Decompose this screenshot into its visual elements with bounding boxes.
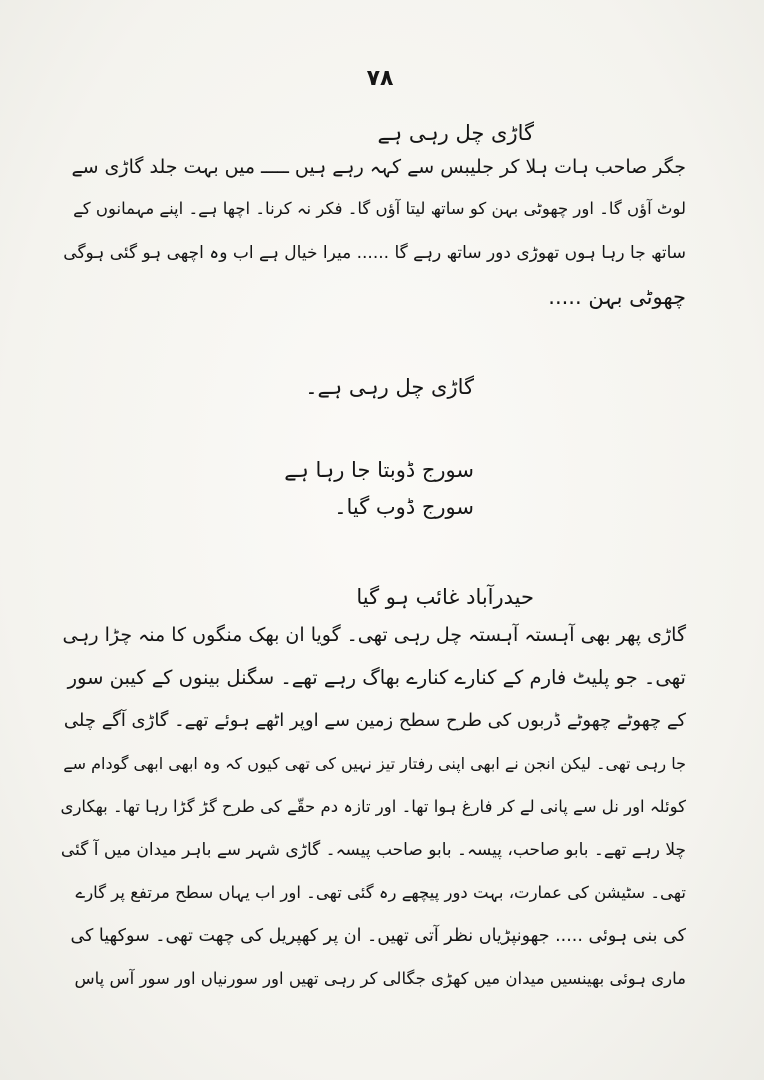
paragraph-line: ساتھ جا رہا ہوں تھوڑی دور ساتھ رہے گا ...... میرا خیال ہے اب وہ اچھی ہو گئی ہوگی [63,243,686,263]
paragraph-line: ماری ہوئی بھینسیں میدان میں کھڑی جگالی کر رہی تھیں اور سورنیاں اور سور آس پاس [74,969,686,988]
paragraph-line: جا رہی تھی۔ لیکن انجن نے ابھی اپنی رفتار تیز نہیں کی تھی کیوں کہ وہ ابھی ابھی گودام سے [63,754,686,773]
paragraph-line: لوٹ آؤں گا۔ اور چھوٹی بہن کو ساتھ لیتا آؤں گا۔ فکر نہ کرنا۔ اچھا ہے۔ اپنے مہمانوں کے [73,199,686,218]
train-moving-line: گاڑی چل رہی ہے۔ [305,375,474,399]
paragraph-line: گاڑی پھر بھی آہستہ آہستہ چل رہی تھی۔ گویا ان بھک منگوں کا منہ چڑا رہی [62,624,686,646]
section-heading-hyderabad: حیدرآباد غائب ہو گیا [356,585,534,609]
paragraph-line: چھوٹی بہن ..... [548,285,686,309]
paragraph-line: تھی۔ سٹیشن کی عمارت، بہت دور پیچھے رہ گئی تھی۔ اور اب یہاں سطح مرتفع پر گارے [75,883,686,902]
paragraph-line: کوئلہ اور نل سے پانی لے کر فارغ ہوا تھا۔ اور تازہ دم حقّے کی طرح گڑ گڑا رہا تھا۔ بھکاری [60,797,686,816]
paragraph-line: تھی۔ جو پلیٹ فارم کے کنارے کنارے بھاگ رہے تھے۔ سگنل بینوں کے کیبن سور [67,666,686,689]
paragraph-line: کے چھوٹے چھوٹے ڈربوں کی طرح سطح زمین سے اوپر اٹھے ہوئے تھے۔ گاڑی آگے چلی [63,710,686,731]
paragraph-line: کی بنی ہوئی ..... جھونپڑیاں نظر آتی تھیں۔ ان پر کھپریل کی چھت تھی۔ سوکھیا کی [70,926,686,946]
section-heading-train: گاڑی چل رہی ہے [377,121,534,145]
sun-setting-line: سورج ڈوبتا جا رہا ہے [284,458,474,482]
paragraph-line: جگر صاحب ہات ہلا کر جلیبس سے کہہ رہے ہیں ـــــ میں بہت جلد گاڑی سے [71,156,686,178]
paragraph-line: چلا رہے تھے۔ بابو صاحب، پیسہ۔ بابو صاحب پیسہ۔ گاڑی شہر سے باہر میدان میں آ گئی [60,840,686,860]
page-number: ۷۸ [366,66,394,91]
sun-set-line: سورج ڈوب گیا۔ [334,495,474,519]
